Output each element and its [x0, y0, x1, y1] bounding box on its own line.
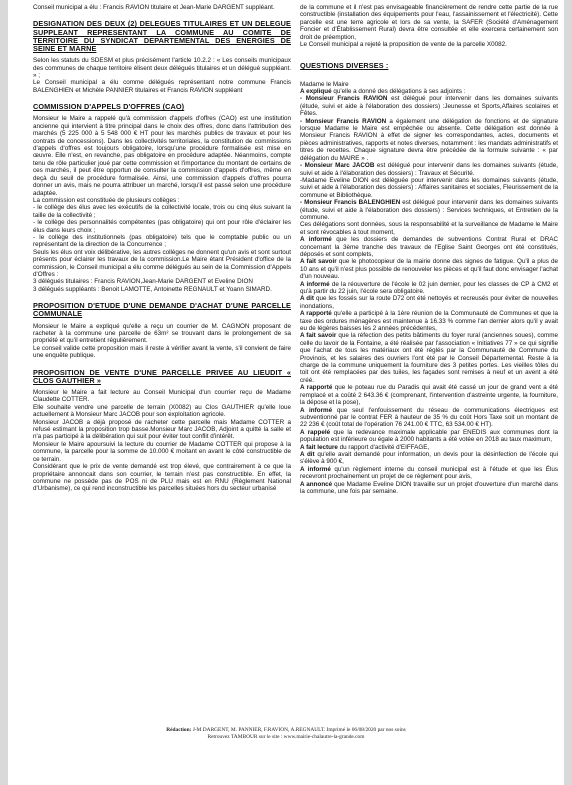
paragraph: Le Conseil municipal a élu comme délégués représentant notre commune Francis BALENGHIEN et Michèle PANNIER titulaires et Francis RAVION suppléant — [33, 79, 291, 94]
list-item: - le collège des personnalités compétentes (pas obligatoire) qui ont pour rôle d'éclairer les élus dans leurs choix ; — [33, 219, 291, 234]
paragraph: Monsieur le Maire apoursuivi la lecture du courrier de Madame COTTER qui propose à la commune, la parcelle pour la somme de 10.000 € moitant en avant le côté constructible de ce terrain. — [33, 440, 291, 463]
bold-lead: A informé — [300, 236, 332, 244]
paragraph: A rappelé que la redevance maximale applicable par ENEDIS aux communes dont la population est inférieure ou égale à 2000 habitants a été votée en 2018 au taux maximum, — [300, 428, 558, 444]
paragraph: - Monsieur Marc JACOB est délégué pour intervenir dans les domaines suivants (étude, suivi et aide à l'élaboration des dossiers) : Travaux et Sécurité. — [300, 162, 558, 177]
footer-label: Rédaction: — [166, 727, 192, 733]
footer-website: Retrouvez TAMBOUR sur le site : www.mairie-chalautre-la-grande.com — [207, 734, 365, 740]
paragraph: - Monsieur Francis BALENGHIEN est délégué pour intervenir dans les domaines suivants (étude, suivi et aide à l'élaboration des dossiers) : Services techniques, et Entretien de la commune. — [300, 199, 558, 221]
footer-authors: J-M DARGENT, M. PANNIER, F.RAVION, A.REGNAULT. Imprimé le 06/08/2020 par nos soins — [192, 727, 406, 733]
page-footer — [8, 727, 564, 741]
list-item: - le collège des élus avec les exécutifs de la collectivité locale, trois ou cinq élus suivant la taille de la collectivité ; — [33, 204, 291, 219]
bold-lead: - Monsieur Marc JACOB — [300, 162, 375, 170]
intro-text: Conseil municipal a élu : Francis RAVION titulaire et Jean-Marie DARGENT suppléant. — [33, 4, 275, 11]
paragraph: Le conseil valide cette proposition mais il reste à vérifier avant la vente, s'il convient de faire une enquête publique. — [33, 344, 291, 360]
college-list — [33, 204, 291, 248]
bold-lead: - Monsieur Francis BALENGHIEN — [300, 199, 401, 207]
paragraph: A dit que les fossés sur la route D72 ont été nettoyés et recreusés pour éviter de nouvelles inondations, — [300, 295, 558, 310]
paragraph: A fait savoir que le photocopieur de la mairie donne des signes de fatigue. Qu'il a plus de 10 ans et qu'il n'est plus possible de renouveler les pièces et qu'il faut donc envisager l'achat d'un nouveau. — [300, 258, 558, 281]
bold-lead: A fait lecture — [300, 443, 338, 451]
paragraph: A informé que seul l'enfouissement du réseau de communications électriques est subventionné par le contrat FER à hauteur de 35 % du coût Hors Taxe soit un montant de 22 236 € (coût total de l'opération 76 241.00 € TTC, 63 534.00 € HT). — [300, 406, 558, 429]
paragraph: A informé qu'un règlement interne du conseil municipal est à l'étude et que les Élus recevront prochainement un projet de ce règlement pour avis, — [300, 465, 558, 481]
paragraph: A informé de la réouverture de l'école le 02 juin dernier, pour les classes de CP à CM2 et qu'à partir du 22 juin, l'école sera obligatoire. — [300, 280, 558, 296]
bold-lead: A rapporté — [300, 384, 333, 392]
bold-lead: A rapporté — [300, 310, 332, 318]
paragraph: 3 délégués titulaires : Francis RAVION,Jean-Marie DARGENT et Eveline DION — [33, 278, 253, 286]
bold-lead: A fait savoir — [300, 258, 337, 266]
paragraph: 3 délégués suppléants : Benoit LAMOTTE, Antoinette REGNAULT et Yoann SIMARD. — [33, 285, 272, 293]
right-column — [300, 4, 558, 722]
left-column — [33, 4, 291, 722]
bold-lead: A fait savoir — [300, 332, 337, 340]
paragraph: A expliqué qu'elle a donné des délégations à ses adjoints : — [300, 88, 466, 96]
section-title-cao: COMMISSION D'APPELS D'OFFRES (CAO) — [33, 102, 185, 112]
section-title-achat: PROPOSITION D'ETUDE D'UNE DEMANDE D'ACHAT D'UNE PARCELLE COMMUNALE — [33, 301, 291, 319]
paragraph: A rapporté qu'elle a participé à la 1ère réunion de la Communauté de Communes et que la taxe des ordures ménagères est maintenue à 16.33 % comme l'an dernier alors qu'il y avait eu de légères baisses les 2 années précédentes, — [300, 310, 558, 333]
paragraph: Monsieur le Maire a fait lecture au Conseil Municipal d'un courrier reçu de Madame Claudette COTTER. — [33, 389, 291, 404]
paragraph: Monsieur le Maire a expliqué qu'elle a reçu un courrier de M. CAGNON proposant de racheter à la commune une parcelle de 63m² se trouvant dans le prolongement de sa propriété et qu'il entretient régulièrement. — [33, 322, 291, 345]
bold-lead: A informé — [300, 280, 330, 288]
paragraph: Madame le Maire — [300, 80, 349, 88]
paragraph: A rapporté que le poteau rue du Paradis qui avait été cassé un jour de grand vent a été remplacé et a coûté 2 643.36 € (comprenant, l'intervention d'astreinte urgente, la fourniture, la dépose et la pose), — [300, 384, 558, 407]
paragraph: A annoncé que Madame Eveline DION travaille sur un projet d'ouverture d'un marché dans la commune, une fois par semaine. — [300, 480, 558, 495]
paragraph: de la commune et il n'est pas envisageable financièrement de rendre cette partie de la rue constructible (installation des équipements pour l'eau, l'assainissement et l'électricité). Cette parcelle est une terre agricole et lors de sa vente, la SAFER (Société d'Aménagement Foncier et d'Établissement Rural) devra être consultée et elle exercera certainement son droit de préemption, — [300, 4, 558, 41]
paragraph: A informé que les dossiers de demandes de subventions Contrat Rural et DRAC concernant la 3ème tranche des travaux de l'Eglise Saint Georges ont été constitués, déposés et sont complets, — [300, 236, 558, 258]
bold-lead: A annoncé — [300, 480, 333, 488]
paragraph: Monsieur JACOB a déjà proposé de racheter cette parcelle mais Madame COTTER a refusé estimant la proposition trop basse.Monsieur Marc JACOB, Adjoint a quitté la salle et n'a pas participé à la délibération qui suit pour éviter tout conflit d'intérêt. — [33, 418, 291, 441]
bold-lead: A informé — [300, 406, 333, 414]
paragraph: Seuls les élus ont voix délibérative, les autres collèges ne donnent qu'un avis et sont surtout présents pour éclairer les travaux de la commission.Le Maire étant Président d'office de la commission, le Conseil municipal a élu comme délégués au sein de la Commission d'Appels d'Offres : — [33, 248, 291, 278]
bold-lead: A expliqué — [300, 88, 332, 96]
paragraph: Considérant que le prix de vente demandé est trop élevé, que contrairement à ce que la propriétaire annoncait dans son courrier, le terrain n'est pas constructible. En effet, la commune ne possède pas de POS ni de PLU mais est en RNU (Règlement National d'Urbanisme), ce qui rend inconstructible les parcelles situées hors du secteur urbanisé — [33, 463, 291, 493]
paragraph: Le Conseil municipal a rejeté la proposition de vente de la parcelle X0082. — [300, 41, 507, 49]
paragraph: A fait lecture du rapport d'activité d'EIFFAGE, — [300, 443, 430, 451]
paragraph: La commission est constituée de plusieurs collèges : — [33, 196, 180, 204]
footer-credits — [8, 727, 564, 734]
paragraph: -Madame Eveline DION est déléguée pour intervenir dans les domaines suivants (étude, suivi et aide à l'élaboration des dossiers) : Affaires sanitaires et sociales, Fleurissement de la commune et Bibliothèque. — [300, 176, 558, 199]
paragraph: Monsieur le Maire a rappelé qu'à commission d'appels d'offres (CAO) est une institution ancienne qui intervient à titre principal dans le choix des offres, donc dans l'attribution des marchés (5 225 000 à 5 548 000 € HT pour les marchés publics de travaux et pour les contrats de concessions). Dans les collectivités territoriales, la constitution de commissions d'appels d'offres est toujours obligatoire, lorsqu'une procédure formalisée est mise en œuvre. Elle n'est, en revanche, pas obligatoire en procédure adaptée. Néanmoins, compte tenu de rôle particulier joué par cette commission et l'importance du montant de certains de ces marchés, il peut être opportun de consulter la commission d'appels d'offres, même en deçà du seuil de procédure formalisée. Ainsi, une commission d'appels d'offres pourra donner un avis, mais ne pourra attribuer un marché, lorsqu'il est passé selon une procédure adaptée. — [33, 115, 291, 197]
newsletter-page — [8, 0, 564, 785]
paragraph: Ces délégations sont données, sous la responsabilité et la surveillance de Madame le Maire et sont révocables à tout moment, — [300, 221, 558, 236]
section-title-vente: PROPOSITION DE VENTE D'UNE PARCELLE PRIVEE AU LIEUDIT « CLOS GAUTHIER » — [33, 367, 291, 385]
paragraph: - Monsieur Francis RAVION a également une délégation de fonctions et de signature lorsque Madame le Maire est empêchée ou absente. Cette délégation est donnée à Monsieur Francis RAVION à effet de signer les correspondantes, actes, documents et pièces administratives, rapports et notes diverses, notamment : les mandats administratifs et titres de recettes. Chaque signature devra être précédée de la formule suivante : « par délégation du MAIRE » . — [300, 117, 558, 162]
bold-lead: A informé — [300, 465, 331, 473]
paragraph: A fait savoir que la réfection des petits bâtiments du foyer rural (anciennes soues), comme celle du lavoir de la Fontaine, a été réalisée par l'association « Initiatives 77 » ce qui signifie que l'achat de tous les matériaux ont été réglés par la Communauté de Commune du Provinois, et les salaires des ouvriers l'ont été par le Conseil Départemental. Reste à la charge de la commune uniquement la fourniture des 3 petites portes. Les vieilles tôles du toit ont été remplacées par des tuiles, les façades sont remises à neuf et un avent a été créé. — [300, 332, 558, 384]
bold-lead: - Monsieur Francis RAVION — [300, 95, 388, 103]
list-item: - le collège des institutionnels (pas obligatoire) tels que le comptable public ou un représentant de la direction de la Concurrence ; — [33, 233, 291, 249]
bold-lead: A dit — [300, 295, 314, 303]
paragraph: Selon les statuts du SDESM et plus précisément l'article 10.2.2 : « Les conseils municipaux des communes de chaque territoire élisent deux délégués titulaires et un délégué suppléant. » ; — [33, 57, 291, 80]
paragraph: Elle souhaite vendre une parcelle de terrain (X0082) au Clos GAUTHIER qu'elle loue actuellement à Monsieur Marc JACOB pour son exploitation agricole. — [33, 403, 291, 419]
bold-lead: A rappelé — [300, 428, 331, 436]
bold-lead: A dit — [300, 450, 315, 458]
bold-lead: - Monsieur Francis RAVION — [300, 117, 387, 125]
section-title-sdesm: DESIGNATION DES DEUX (2) DELEGUES TITULAIRES ET UN DELEGUE SUPPLEANT REPRESENTANT LA COMMUNE AU COMITE DE TERRITOIRE DU SYNDICAT DEPARTEMENTAL DES ENERGIES DE SEINE ET MARNE — [33, 19, 291, 54]
section-title-questions: QUESTIONS DIVERSES : — [300, 61, 389, 71]
paragraph: A dit qu'elle avait demandé pour information, un devis pour la désinfection de l'école qui s'élève à 900 €, — [300, 450, 558, 466]
paragraph: - Monsieur Francis RAVION est délégué pour intervenir dans les domaines suivants (étude, suivi et aide à l'élaboration des dossiers) :Jeunesse et Sports,Affaires scolaires et Fêtes. — [300, 95, 558, 118]
